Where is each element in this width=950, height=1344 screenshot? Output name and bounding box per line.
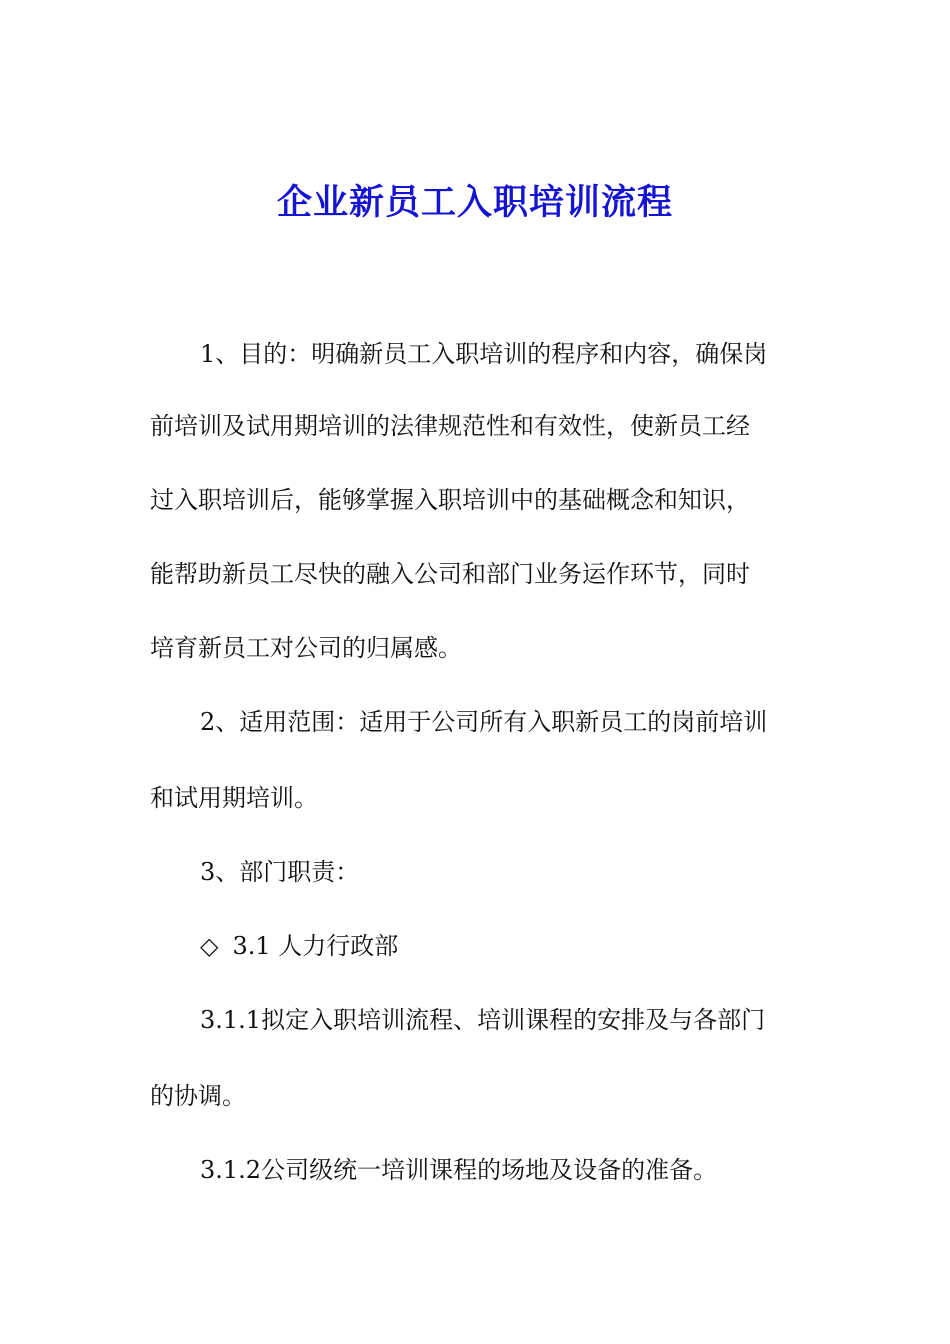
diamond-bullet-icon: ◇ (200, 932, 219, 960)
paragraph-line: 培育新员工对公司的归属感。 (150, 634, 462, 662)
paragraph-line: 的协调。 (150, 1082, 246, 1110)
document-title: 企业新员工入职培训流程 (276, 183, 673, 223)
paragraph-line: 1、目的：明确新员工入职培训的程序和内容，确保岗 (200, 340, 768, 368)
paragraph-line: 3.1.1拟定入职培训流程、培训课程的安排及与各部门 (200, 1006, 766, 1034)
paragraph-line: 3.1.2公司级统一培训课程的场地及设备的准备。 (200, 1156, 718, 1184)
paragraph-line: 和试用期培训。 (150, 784, 318, 812)
subsection-label: 3.1 人力行政部 (232, 932, 399, 960)
section-heading: 3、部门职责： (200, 858, 360, 886)
paragraph-line: 能帮助新员工尽快的融入公司和部门业务运作环节，同时 (150, 560, 750, 588)
paragraph-line: 前培训及试用期培训的法律规范性和有效性，使新员工经 (150, 412, 750, 440)
paragraph-line: 2、适用范围：适用于公司所有入职新员工的岗前培训 (200, 708, 768, 736)
subsection-heading (200, 928, 860, 964)
paragraph-line: 过入职培训后，能够掌握入职培训中的基础概念和知识， (150, 486, 750, 514)
